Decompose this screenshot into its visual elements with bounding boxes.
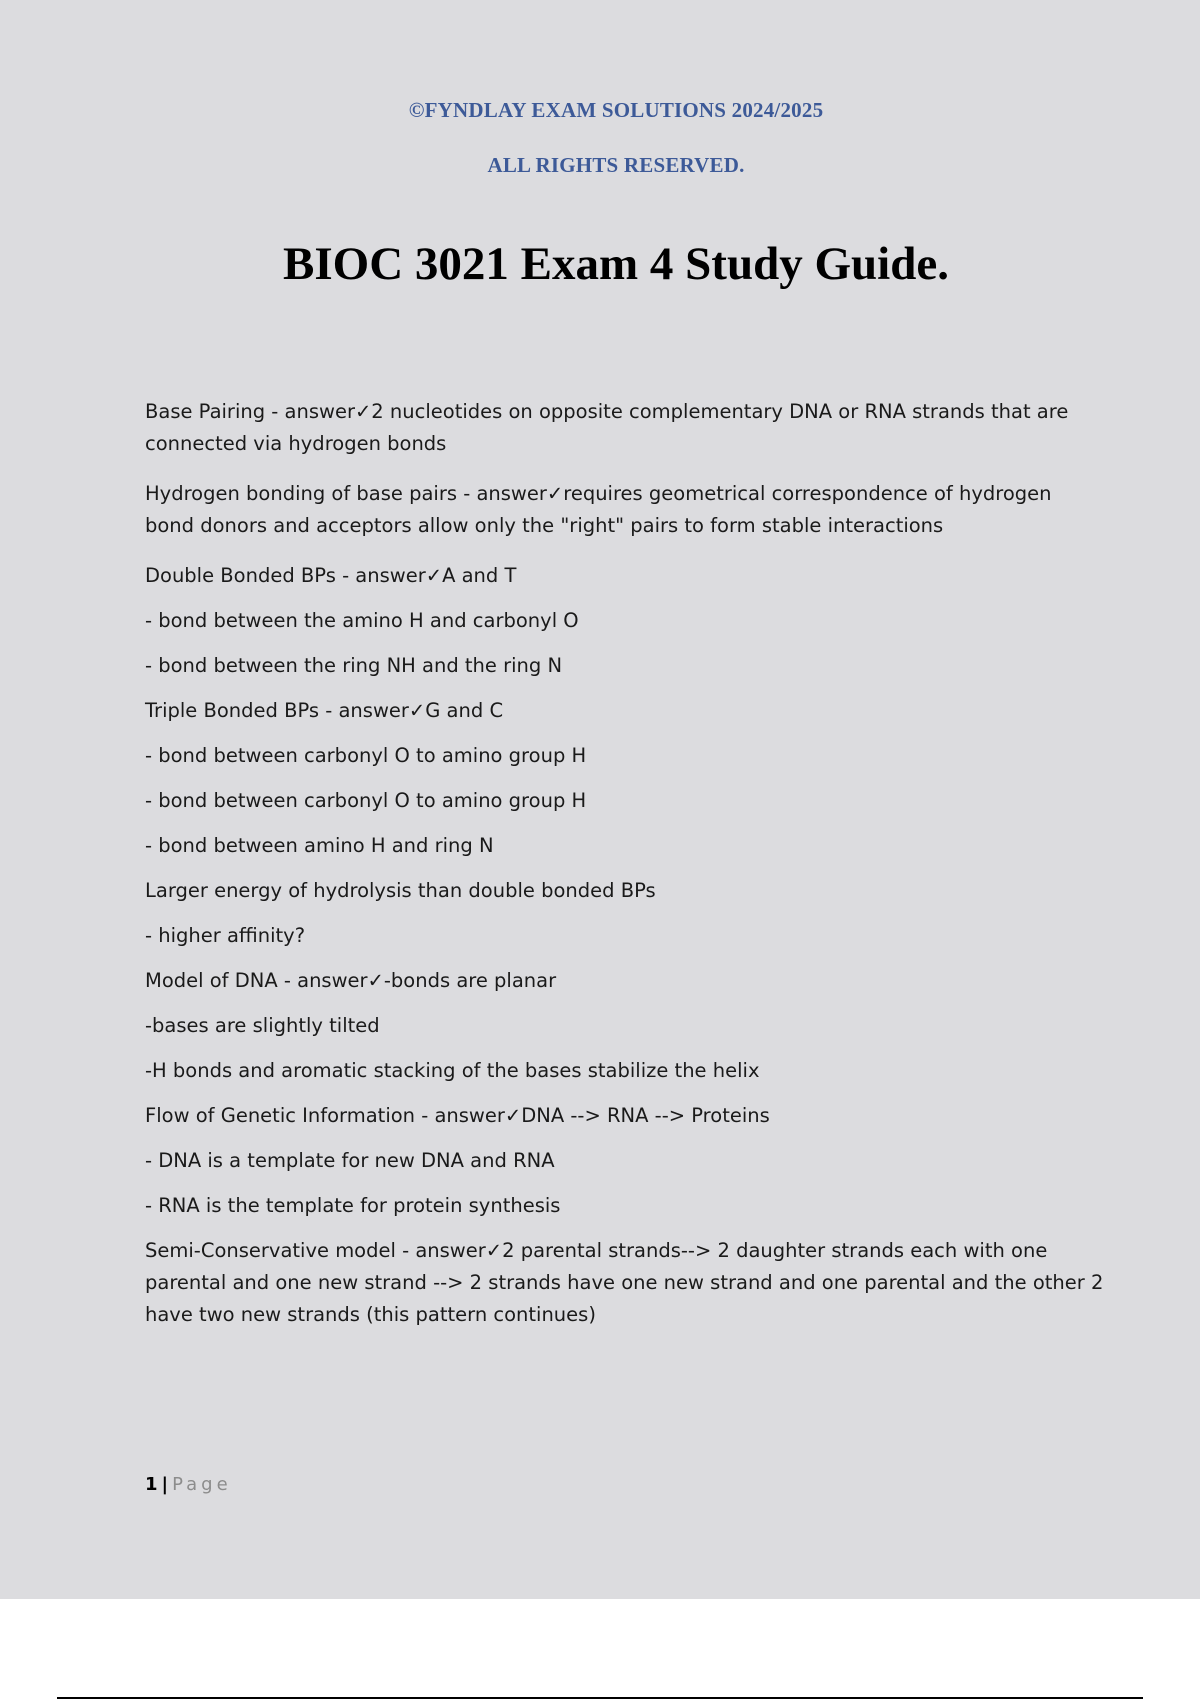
document-body <box>145 396 1105 1349</box>
page-number: 1 <box>145 1474 158 1495</box>
paragraph: -bases are slightly tilted <box>145 1014 380 1037</box>
page-footer <box>145 1474 232 1495</box>
bottom-divider <box>57 1697 1143 1699</box>
page-label: Page <box>172 1474 232 1495</box>
paragraph: Larger energy of hydrolysis than double bonded BPs <box>145 879 656 902</box>
paragraph: Flow of Genetic Information - answer✓DNA --> RNA --> Proteins <box>145 1104 770 1127</box>
paragraph: Model of DNA - answer✓-bonds are planar <box>145 969 557 992</box>
paragraph: -H bonds and aromatic stacking of the bases stabilize the helix <box>145 1059 760 1082</box>
paragraph: Hydrogen bonding of base pairs - answer✓requires geometrical correspondence of hydrogen bond donors and acceptors allow only the "right" pairs to form stable interactions <box>145 482 1052 537</box>
document-title: BIOC 3021 Exam 4 Study Guide. <box>283 238 949 290</box>
footer-separator: | <box>161 1474 169 1495</box>
paragraph: - bond between carbonyl O to amino group H <box>145 744 587 767</box>
paragraph: Double Bonded BPs - answer✓A and T <box>145 564 517 587</box>
paragraph: - bond between amino H and ring N <box>145 834 494 857</box>
paragraph: - RNA is the template for protein synthesis <box>145 1194 561 1217</box>
paragraph: Base Pairing - answer✓2 nucleotides on opposite complementary DNA or RNA strands that are connected via hydrogen bonds <box>145 400 1069 455</box>
paragraph: Semi-Conservative model - answer✓2 parental strands--> 2 daughter strands each with one parental and one new strand --> 2 strands have one new strand and one parental and the other 2 have two new strands (this pattern continues) <box>145 1239 1104 1326</box>
copyright-notice: ©FYNDLAY EXAM SOLUTIONS 2024/2025 <box>408 98 824 122</box>
paragraph: - higher affinity? <box>145 924 306 947</box>
paragraph: - DNA is a template for new DNA and RNA <box>145 1149 555 1172</box>
paragraph: - bond between carbonyl O to amino group H <box>145 789 587 812</box>
paragraph: - bond between the amino H and carbonyl O <box>145 609 579 632</box>
paragraph: Triple Bonded BPs - answer✓G and C <box>145 699 504 722</box>
rights-reserved-notice: ALL RIGHTS RESERVED. <box>487 153 745 177</box>
paragraph: - bond between the ring NH and the ring N <box>145 654 563 677</box>
